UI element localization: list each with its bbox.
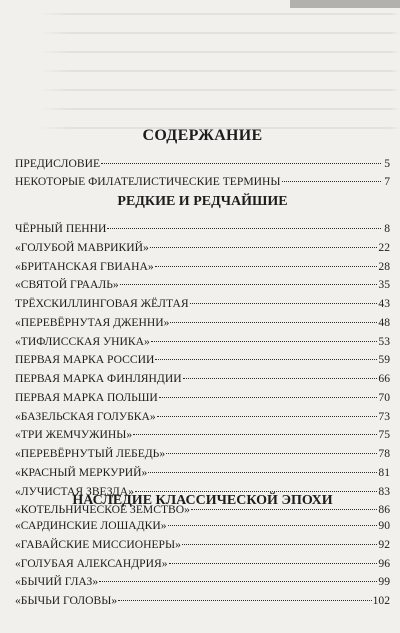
toc-entry[interactable]	[15, 517, 390, 536]
dot-leader	[148, 472, 377, 473]
page-number: 8	[384, 222, 390, 235]
page-number: 53	[378, 334, 390, 348]
page-number: 73	[378, 409, 390, 423]
toc-entry[interactable]	[15, 445, 390, 464]
entry-label: ПЕРВАЯ МАРКА РОССИИ	[15, 353, 155, 367]
dot-leader	[155, 266, 378, 267]
dot-leader	[282, 181, 381, 182]
page-number: 75	[378, 428, 390, 442]
entry-label: «ПЕРЕВЁРНУТЫЙ ЛЕБЕДЬ»	[15, 447, 166, 460]
entry-label: ПЕРВАЯ МАРКА ФИНЛЯНДИИ	[15, 372, 182, 385]
page-number: 59	[378, 353, 390, 367]
toc-entry[interactable]	[15, 555, 390, 574]
toc-entry[interactable]	[15, 295, 390, 314]
toc-entry[interactable]	[15, 314, 390, 333]
dot-leader	[101, 163, 381, 164]
section-heading: РЕДКИЕ И РЕДЧАЙШИЕ	[117, 194, 288, 209]
dot-leader	[133, 434, 377, 435]
page-number: 48	[378, 315, 390, 329]
page-number: 28	[378, 259, 390, 273]
dot-leader	[169, 563, 378, 564]
dot-leader	[168, 525, 378, 526]
dot-leader	[107, 228, 381, 229]
dot-leader	[182, 544, 378, 545]
page-number: 96	[378, 556, 390, 570]
section-heading: НАСЛЕДИЕ КЛАССИЧЕСКОЙ ЭПОХИ	[72, 493, 333, 508]
entry-label: ПРЕДИСЛОВИЕ	[15, 157, 101, 170]
contents-page	[15, 0, 390, 633]
dot-leader	[183, 378, 378, 379]
page-number: 78	[378, 447, 390, 460]
toc-entry[interactable]	[15, 173, 390, 191]
page-number: 81	[378, 465, 390, 479]
page-title: СОДЕРЖАНИЕ	[142, 127, 263, 144]
page-number: 90	[378, 519, 390, 532]
entry-label: «КРАСНЫЙ МЕРКУРИЙ»	[15, 465, 148, 479]
entry-label: ТРЁХСКИЛЛИНГОВАЯ ЖЁЛТАЯ	[15, 297, 189, 310]
entry-label: ПЕРВАЯ МАРКА ПОЛЬШИ	[15, 390, 158, 404]
page-number: 86	[378, 503, 390, 517]
dot-leader	[191, 509, 377, 510]
entry-label: «ЛУЧИСТАЯ ЗВЕЗДА»	[15, 484, 134, 498]
toc-entry[interactable]	[15, 573, 390, 592]
entry-label: «ГОЛУБАЯ АЛЕКСАНДРИЯ»	[15, 556, 168, 570]
page-number: 70	[378, 390, 390, 404]
entry-label: ЧЁРНЫЙ ПЕННИ	[15, 222, 107, 235]
dot-leader	[190, 303, 378, 304]
dot-leader	[166, 453, 377, 454]
toc-entry[interactable]	[15, 239, 390, 258]
dot-leader	[159, 397, 378, 398]
dot-leader	[118, 600, 371, 601]
entry-label: НЕКОТОРЫЕ ФИЛАТЕЛИСТИЧЕСКИЕ ТЕРМИНЫ	[15, 175, 281, 188]
toc-entry[interactable]	[15, 220, 390, 239]
entry-label: «БЫЧИЙ ГЛАЗ»	[15, 575, 99, 589]
toc-entry[interactable]	[15, 408, 390, 427]
entry-label: «ПЕРЕВЁРНУТАЯ ДЖЕННИ»	[15, 315, 170, 329]
toc-entry[interactable]	[15, 276, 390, 295]
dot-leader	[150, 247, 378, 248]
dot-leader	[135, 491, 377, 492]
toc-entry[interactable]	[15, 536, 390, 555]
toc-entry[interactable]	[15, 370, 390, 389]
page-number: 7	[384, 175, 390, 188]
entry-label: «КОТЕЛЬНИЧЕСКОЕ ЗЕМСТВО»	[15, 503, 190, 517]
entry-label: «БРИТАНСКАЯ ГВИАНА»	[15, 259, 154, 273]
page-number: 43	[378, 297, 390, 310]
section-list	[15, 517, 390, 611]
page-number: 5	[384, 157, 390, 170]
page-number: 102	[372, 594, 390, 607]
entry-label: «ТИФЛИССКАЯ УНИКА»	[15, 334, 150, 348]
dot-leader	[157, 416, 378, 417]
dot-leader	[151, 341, 378, 342]
front-matter-list	[15, 155, 390, 191]
toc-entry[interactable]	[15, 351, 390, 370]
toc-entry[interactable]	[15, 592, 390, 611]
dot-leader	[99, 581, 377, 582]
entry-label: «ТРИ ЖЕМЧУЖИНЫ»	[15, 428, 133, 442]
dot-leader	[170, 322, 377, 323]
toc-entry[interactable]	[15, 464, 390, 483]
toc-entry[interactable]	[15, 155, 390, 173]
toc-entry[interactable]	[15, 258, 390, 277]
page-number: 35	[378, 278, 390, 292]
dot-leader	[155, 359, 377, 360]
toc-entry[interactable]	[15, 389, 390, 408]
entry-label: «ГОЛУБОЙ МАВРИКИЙ»	[15, 240, 149, 254]
toc-entry[interactable]	[15, 426, 390, 445]
dot-leader	[120, 284, 378, 285]
page-number: 83	[378, 484, 390, 498]
page-number: 66	[378, 372, 390, 385]
section-list	[15, 220, 390, 520]
page-number: 92	[378, 537, 390, 551]
toc-entry[interactable]	[15, 333, 390, 352]
entry-label: «ГАВАЙСКИЕ МИССИОНЕРЫ»	[15, 537, 181, 551]
entry-label: «БАЗЕЛЬСКАЯ ГОЛУБКА»	[15, 409, 156, 423]
entry-label: «САРДИНСКИЕ ЛОШАДКИ»	[15, 519, 167, 532]
page-number: 22	[378, 240, 390, 254]
entry-label: «СВЯТОЙ ГРААЛЬ»	[15, 278, 119, 292]
page-number: 99	[378, 575, 390, 589]
entry-label: «БЫЧЬИ ГОЛОВЫ»	[15, 594, 118, 607]
